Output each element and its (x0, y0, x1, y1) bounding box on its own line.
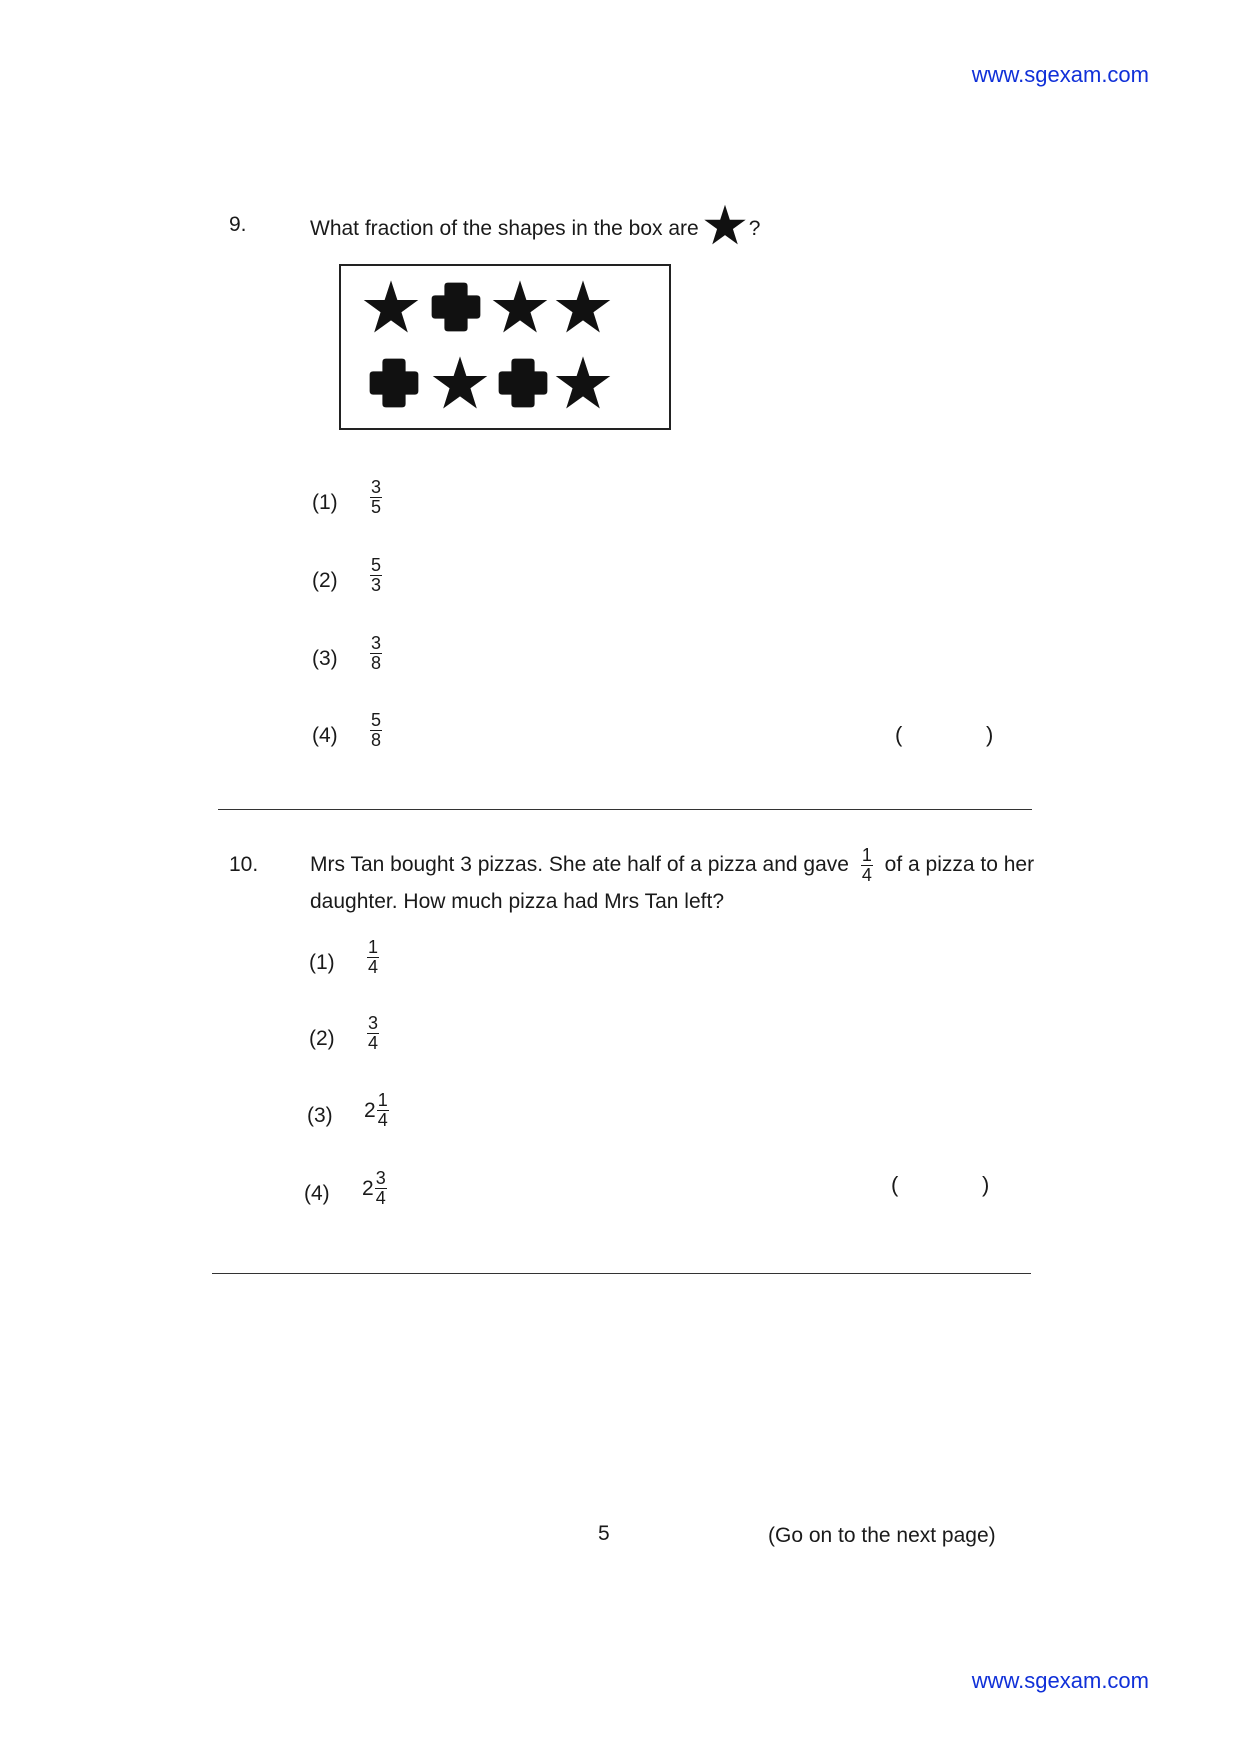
fraction (367, 1014, 379, 1053)
site-url-top[interactable]: www.sgexam.com (971, 62, 1149, 87)
q9-option-2-label[interactable]: (2) (312, 569, 338, 592)
fraction (861, 846, 873, 885)
q9-option-4-label[interactable]: (4) (312, 724, 338, 747)
numerator: 3 (368, 1013, 379, 1033)
question-10-text-part1: Mrs Tan bought 3 pizzas. She ate half of a pizza and gave (310, 853, 849, 877)
q9-option-3-value[interactable] (370, 634, 382, 673)
shape-box (339, 264, 671, 430)
fraction (367, 938, 379, 977)
denominator: 5 (371, 497, 382, 517)
denominator: 4 (377, 1110, 388, 1130)
q9-option-3-label[interactable]: (3) (312, 647, 338, 670)
question-9-number: 9. (229, 213, 247, 236)
q9-option-4-value[interactable] (370, 711, 382, 750)
fraction (370, 711, 382, 750)
fraction (377, 1091, 389, 1130)
q9-option-2-value[interactable] (370, 556, 382, 595)
numerator: 1 (377, 1090, 388, 1110)
fraction (370, 556, 382, 595)
numerator: 5 (371, 555, 382, 575)
q10-option-1-value[interactable] (366, 938, 379, 977)
q9-answer-open[interactable]: ( (895, 722, 903, 747)
q9-option-1-value[interactable] (370, 478, 382, 517)
site-url-bottom[interactable]: www.sgexam.com (971, 1668, 1149, 1693)
star-icon (554, 278, 612, 336)
numerator: 3 (371, 477, 382, 497)
numerator: 5 (371, 710, 382, 730)
divider (218, 809, 1032, 810)
denominator: 4 (861, 865, 872, 885)
fraction (375, 1169, 387, 1208)
q10-option-2-label[interactable]: (2) (309, 1027, 335, 1050)
cross-icon (494, 354, 552, 412)
question-10-text-line1 (310, 846, 1034, 885)
cross-icon (427, 278, 485, 336)
question-9-text-before: What fraction of the shapes in the box are (310, 217, 699, 240)
q10-option-3-label[interactable]: (3) (307, 1104, 333, 1127)
q10-option-4-value[interactable] (362, 1169, 387, 1208)
q10-option-1-label[interactable]: (1) (309, 951, 335, 974)
question-10-text-part2: of a pizza to her (884, 853, 1035, 877)
denominator: 4 (368, 1033, 379, 1053)
q10-option-2-value[interactable] (366, 1014, 379, 1053)
star-icon (554, 354, 612, 412)
q9-option-1-label[interactable]: (1) (312, 491, 338, 514)
fraction (370, 478, 382, 517)
star-icon (703, 203, 747, 247)
denominator: 8 (371, 653, 382, 673)
star-icon (362, 278, 420, 336)
whole-number: 2 (364, 1098, 376, 1122)
numerator: 3 (371, 633, 382, 653)
q10-answer-close[interactable]: ) (982, 1172, 990, 1197)
denominator: 8 (371, 730, 382, 750)
numerator: 3 (375, 1168, 386, 1188)
star-icon (431, 354, 489, 412)
star-icon (491, 278, 549, 336)
next-page-note: (Go on to the next page) (768, 1524, 996, 1547)
page-number: 5 (598, 1522, 610, 1545)
cross-icon (365, 354, 423, 412)
question-10-text-line2: daughter. How much pizza had Mrs Tan left? (310, 890, 725, 913)
numerator: 1 (861, 845, 872, 865)
numerator: 1 (368, 937, 379, 957)
denominator: 4 (375, 1188, 386, 1208)
q10-option-3-value[interactable] (364, 1091, 389, 1130)
q10-option-4-label[interactable]: (4) (304, 1182, 330, 1205)
denominator: 3 (371, 575, 382, 595)
q10-answer-open[interactable]: ( (891, 1172, 899, 1197)
question-9-text (310, 211, 760, 247)
question-10-number: 10. (229, 853, 259, 876)
denominator: 4 (368, 957, 379, 977)
whole-number: 2 (362, 1176, 374, 1200)
q9-answer-close[interactable]: ) (986, 722, 994, 747)
divider (212, 1273, 1031, 1274)
fraction (370, 634, 382, 673)
question-9-text-after: ? (748, 217, 761, 240)
